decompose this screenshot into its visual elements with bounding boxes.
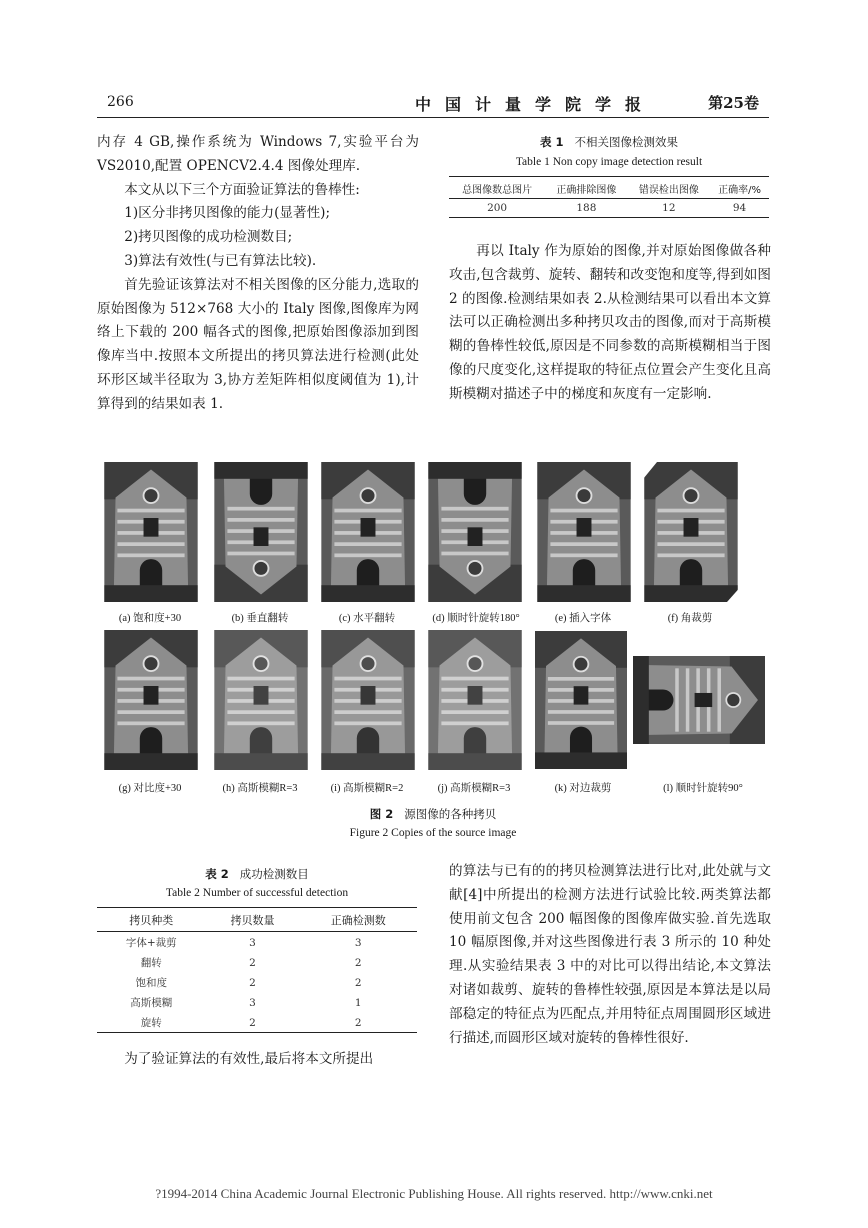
figure-label: (e) 插入字体 (554, 613, 612, 624)
table-header: 错误检出图像 (628, 177, 710, 199)
figure-2 (97, 458, 769, 798)
figure-label: (h) 高斯模糊R=3 (222, 783, 298, 794)
table-header: 总图像数总图片 (449, 177, 545, 199)
table-cell: 1 (354, 996, 362, 1009)
table-header: 正确检测数 (300, 908, 418, 932)
table-row (449, 199, 769, 218)
photo-edge-crop (535, 630, 639, 770)
table-cell: 字体+裁剪 (125, 937, 177, 949)
table-cell: 188 (545, 199, 627, 218)
photo-saturation (99, 462, 203, 602)
photo-insert-text (532, 462, 636, 602)
table-header: 拷贝种类 (97, 908, 206, 932)
paragraph: 首先验证该算法对不相关图像的区分能力,选取的原始图像为 512×768 大小的 Italy 图像,图像库为网络上下载的 200 幅各式的图像,把原始图像添加到图像库当中.按照本文所提出的拷贝算法进行检测(此处环形区域半径取为 3,协方差矩阵相似度阈值为 1),计算得到的结果如表 1. (97, 276, 419, 412)
page-number: 266 (107, 94, 134, 110)
photo-gaussian-blur-2 (316, 630, 420, 770)
photo-corner-crop (639, 462, 743, 602)
table-cell: 旋转 (97, 1012, 206, 1033)
table-cell: 2 (249, 956, 256, 969)
table-header-row (449, 177, 769, 199)
table-header: 正确率/% (710, 177, 769, 199)
figure-label: (a) 饱和度+30 (118, 613, 182, 624)
paragraph: 内存 4 GB,操作系统为 Windows 7,实验平台为 VS2010,配置 OPENCV2.4.4 图像处理库. (97, 134, 419, 174)
photo-rotate-90 (633, 654, 765, 746)
figure2-caption-en: Figure 2 Copies of the source image (349, 827, 517, 839)
table-cell: 2 (249, 976, 256, 989)
table-cell: 饱和度 (135, 977, 168, 989)
table-cell: 3 (249, 996, 256, 1009)
table2-caption-cn: 表 2 成功检测数目 (205, 867, 309, 881)
right-column-bottom: 的算法与已有的的拷贝检测算法进行比对,此处就与文献[4]中所提出的检测方法进行试验比较.两类算法都使用前文包含 200 幅图像的图像库做实验.首先选取 10 幅原图像,并对这些图像进行表 3 所示的 10 种处理.从实验结果表 3 中的对比可以得出结论,本文算法对诸如裁剪、旋转的鲁棒性较强,原因是本算法是以局部稳定的特征点为匹配点,并用特征点周围圆形区域进行描述,而圆形区域对旋转的鲁棒性很好. (449, 863, 771, 1046)
photo-horizontal-flip (316, 462, 420, 602)
figure-label: (f) 角裁剪 (667, 613, 713, 624)
paragraph: 本文从以下三个方面验证算法的鲁棒性: (124, 181, 360, 198)
table-cell: 3 (354, 936, 362, 949)
figure-label: (b) 垂直翻转 (231, 613, 289, 624)
copyright-footer: ?1994-2014 China Academic Journal Electronic Publishing House. All rights reserved. http://www.cnki.net (155, 1186, 713, 1201)
photo-gaussian-blur-3 (209, 630, 313, 770)
list-item: 2)拷贝图像的成功检测数目; (124, 229, 293, 246)
table-row (97, 1012, 417, 1033)
figure-label: (l) 顺时针旋转90° (663, 783, 743, 794)
left-column-bottom: 为了验证算法的有效性,最后将本文所提出 (124, 1051, 374, 1067)
table2 (97, 907, 417, 1033)
figure-label: (j) 高斯模糊R=3 (437, 783, 511, 794)
page-header (97, 92, 767, 116)
figure-label: (d) 顺时针旋转180° (432, 613, 520, 624)
table-row (97, 952, 417, 972)
left-column-top (97, 131, 419, 417)
table-cell: 2 (206, 1012, 300, 1033)
table-header: 正确排除图像 (545, 177, 627, 199)
figure-label: (g) 对比度+30 (118, 783, 182, 794)
volume-label: 第25卷 (708, 94, 759, 112)
table-row (97, 932, 417, 953)
table-cell: 高斯模糊 (130, 997, 173, 1009)
table-cell: 3 (249, 936, 256, 949)
list-item: 1)区分非拷贝图像的能力(显著性); (124, 205, 331, 222)
table1-caption-cn: 表 1 不相关图像检测效果 (540, 135, 678, 149)
figure2-caption-cn: 图 2 源图像的各种拷贝 (369, 807, 497, 821)
journal-title: 中国计量学院学报 (415, 95, 656, 114)
right-column-top: 再以 Italy 作为原始的图像,并对原始图像做各种攻击,包含裁剪、旋转、翻转和改变饱和度等,得到如图 2 的图像.检测结果如表 2.从检测结果可以看出本文算法可以正确检测出多种拷贝攻击的图像,而对于高斯模糊的鲁棒性较低,原因是不同参数的高斯模糊相当于图像的尺度变化,这样提取的特征点位置会产生变化且高斯模糊对描述子中的梯度和灰度有一定影响. (449, 243, 771, 402)
photo-rotate-180 (423, 462, 527, 602)
table-cell: 2 (354, 956, 362, 969)
header-rule (97, 117, 769, 118)
table-cell: 2 (300, 1012, 418, 1033)
table-row (97, 972, 417, 992)
photo-vertical-flip (209, 462, 313, 602)
table-cell: 200 (449, 199, 545, 218)
photo-gaussian-blur-3b (423, 630, 527, 770)
list-item: 3)算法有效性(与已有算法比较). (124, 252, 317, 269)
figure-label: (i) 高斯模糊R=2 (330, 783, 404, 794)
table-cell: 翻转 (140, 957, 162, 969)
table1 (449, 176, 769, 218)
table1-caption-en: Table 1 Non copy image detection result (515, 156, 703, 168)
table-header-row (97, 908, 417, 932)
table-header: 拷贝数量 (206, 908, 300, 932)
table2-caption-en: Table 2 Number of successful detection (165, 887, 349, 899)
photo-contrast (99, 630, 203, 770)
table-cell: 94 (710, 199, 769, 218)
table-row (97, 992, 417, 1012)
figure-label: (k) 对边裁剪 (554, 783, 612, 794)
table-cell: 2 (354, 976, 362, 989)
table-cell: 12 (628, 199, 710, 218)
figure-label: (c) 水平翻转 (338, 613, 396, 624)
